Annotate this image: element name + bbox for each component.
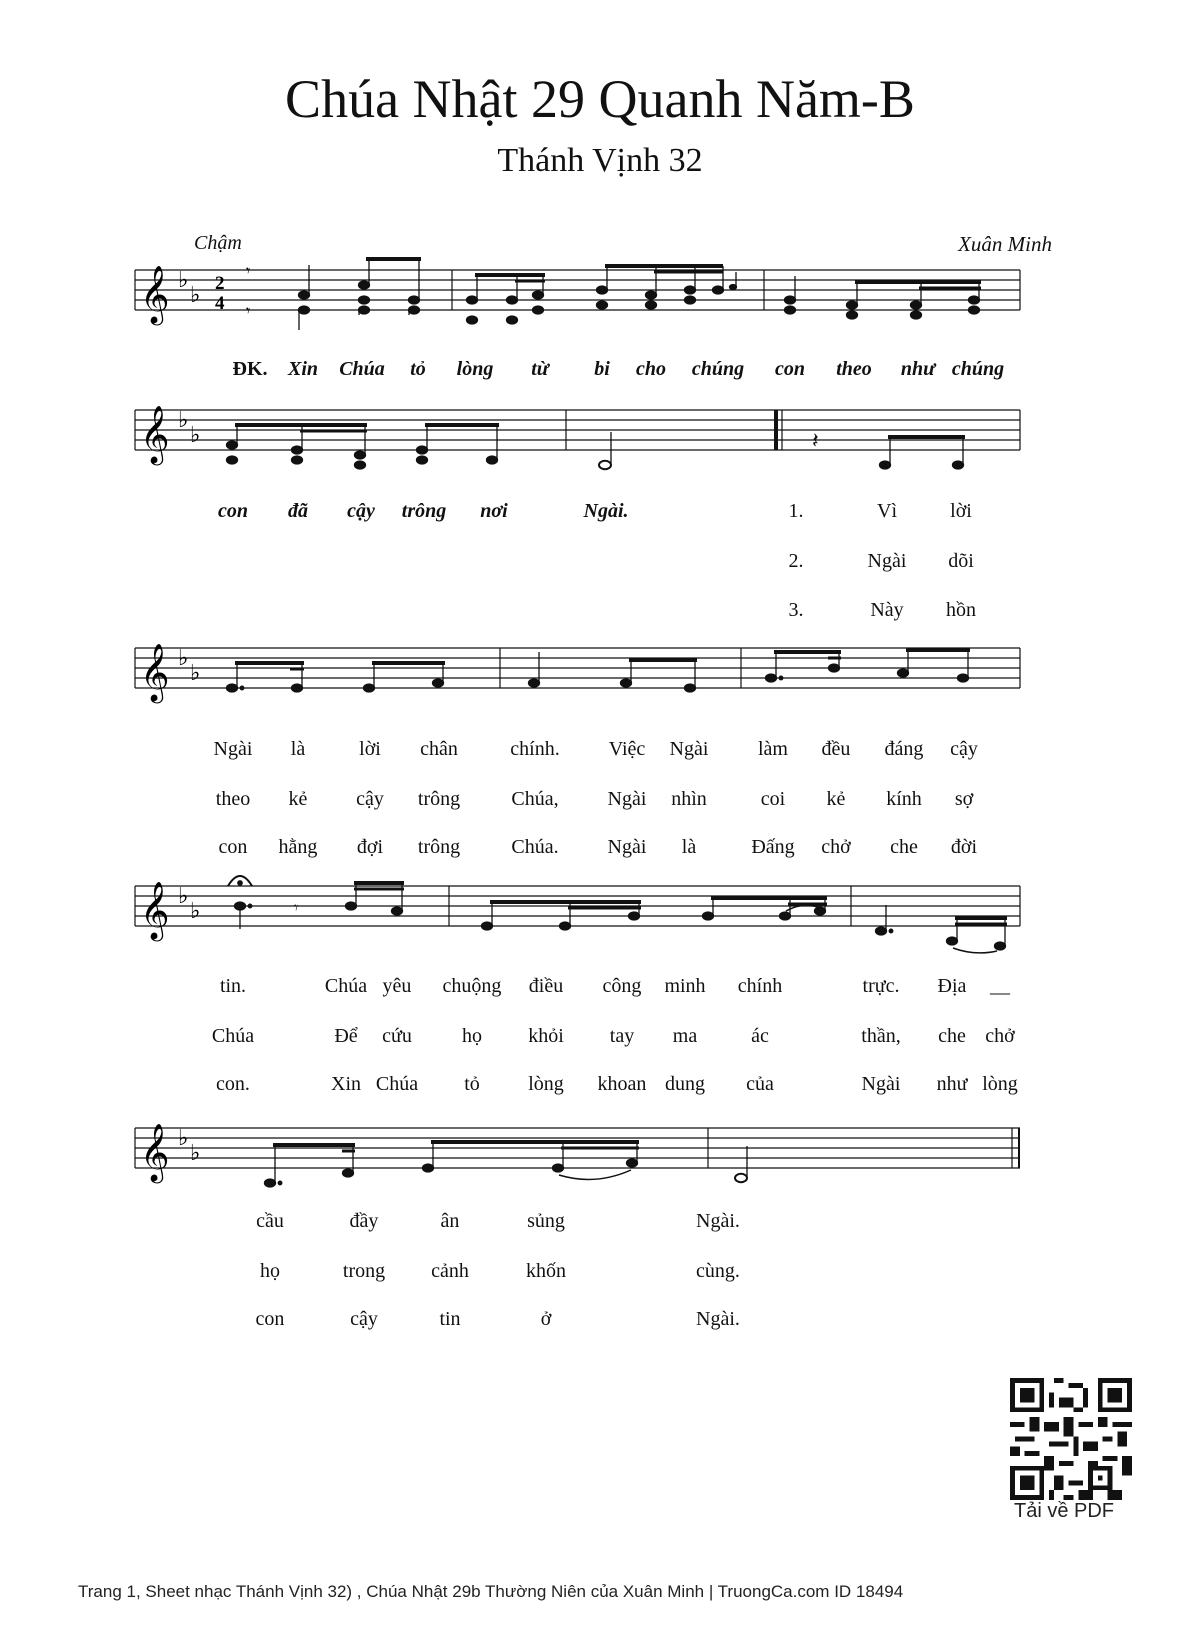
lyric: ác — [751, 1025, 769, 1047]
lyric: con — [255, 1308, 285, 1330]
lyric: trực. — [862, 975, 900, 997]
lyric: khốn — [526, 1260, 566, 1282]
lyric: Xin — [287, 358, 319, 380]
lyric: minh — [664, 975, 706, 997]
staff-system-4 — [0, 868, 1200, 958]
lyric: cậy — [347, 500, 375, 522]
lyric: Ngài — [607, 836, 647, 858]
lyric: hằng — [278, 836, 318, 858]
lyric: nơi — [480, 500, 508, 522]
lyric: nhìn — [671, 788, 707, 810]
flat-icon: ♭ — [190, 283, 201, 308]
lyric: tỏ — [410, 358, 426, 380]
lyric: kẻ — [288, 788, 308, 810]
lyric: hồn — [946, 599, 976, 621]
lyric: Ngài — [607, 788, 647, 810]
page-footer: Trang 1, Sheet nhạc Thánh Vịnh 32) , Chúa Nhật 29b Thường Niên của Xuân Minh | TruongCa.com ID 18494 — [78, 1582, 904, 1601]
lyric: kính — [886, 788, 922, 810]
lyric: Ngài. — [696, 1210, 740, 1232]
lyric: là — [681, 836, 697, 858]
lyric: cứu — [382, 1025, 412, 1047]
verse-number: 1. — [788, 500, 804, 522]
lyric: Ngài — [213, 738, 253, 760]
flat-icon: ♭ — [190, 1141, 201, 1166]
lyric: đều — [821, 738, 851, 760]
lyric: ở — [540, 1308, 552, 1330]
notes — [227, 425, 966, 469]
lyric: trông — [417, 836, 461, 858]
lyric: đời — [950, 836, 978, 858]
lyric: lời — [950, 500, 972, 522]
lyric: tỏ — [464, 1073, 480, 1095]
lyric: khỏi — [528, 1025, 564, 1047]
lyric: Ngài. — [696, 1308, 740, 1330]
staff-system-1 — [0, 255, 1200, 345]
lyric: như — [936, 1073, 968, 1095]
refrain-label: ĐK. — [232, 358, 268, 380]
lyric: lời — [359, 738, 381, 760]
lyric: con — [775, 358, 805, 380]
lyric: cảnh — [431, 1260, 469, 1282]
lyric: thần, — [861, 1025, 901, 1047]
lyric: đợi — [356, 836, 384, 858]
notes — [227, 650, 971, 692]
lyric: coi — [760, 788, 786, 810]
lyric: Ngài — [669, 738, 709, 760]
lyric: dung — [665, 1073, 705, 1095]
lyric: cầu — [256, 1210, 284, 1232]
lyric: Chúa — [324, 975, 368, 997]
lyric: sủng — [527, 1210, 565, 1232]
flat-icon: ♭ — [190, 899, 201, 924]
lyric: lòng — [528, 1073, 564, 1095]
lyric: đáng — [884, 738, 924, 760]
flat-icon: ♭ — [178, 884, 189, 909]
notes — [228, 876, 1007, 953]
lyric: Địa — [937, 975, 967, 997]
flat-icon: ♭ — [178, 646, 189, 671]
lyric: Để — [334, 1025, 358, 1047]
lyric: trông — [417, 788, 461, 810]
lyric: lòng — [982, 1073, 1018, 1095]
lyric: con. — [216, 1073, 250, 1095]
lyric: trong — [342, 1260, 386, 1282]
verse-number: 3. — [788, 599, 804, 621]
verse-number: 2. — [788, 550, 804, 572]
lyric: dõi — [948, 550, 974, 572]
lyric: chân — [420, 738, 458, 760]
lyric: điều — [528, 975, 564, 997]
rest-icon: 𝄾 — [246, 301, 251, 320]
lyric: chúng — [691, 358, 745, 380]
treble-clef-icon: 𝄞 — [140, 405, 170, 463]
lyric: Ngài. — [583, 500, 629, 522]
lyric: trông — [401, 500, 447, 522]
lyric: __ — [990, 975, 1010, 997]
tempo-marking: Chậm — [194, 232, 242, 254]
lyric: cậy — [350, 1308, 378, 1330]
lyric: bi — [594, 358, 610, 380]
lyric: yêu — [382, 975, 412, 997]
lyric: là — [290, 738, 306, 760]
svg-text:𝄽: 𝄽 — [812, 429, 819, 454]
lyric: chính — [737, 975, 783, 997]
lyric: sợ — [954, 788, 974, 810]
lyric: công — [602, 975, 642, 997]
lyric: con — [218, 500, 248, 522]
lyric: Chúa — [375, 1073, 419, 1095]
lyric: họ — [260, 1260, 280, 1282]
treble-clef-icon: 𝄞 — [140, 881, 170, 939]
lyric: Này — [870, 599, 904, 621]
lyric: Vì — [877, 500, 897, 522]
lyric: tin — [439, 1308, 461, 1330]
lyric: Xin — [331, 1073, 361, 1095]
lyric: Chúa — [339, 358, 385, 380]
lyric: khoan — [597, 1073, 647, 1095]
lyric: đã — [288, 500, 308, 522]
lyric: tin. — [219, 975, 247, 997]
notes — [265, 1142, 748, 1187]
lyric: cậy — [950, 738, 978, 760]
flat-icon: ♭ — [178, 268, 189, 293]
qr-code-icon[interactable] — [1010, 1378, 1132, 1500]
svg-text:𝄾: 𝄾 — [294, 898, 299, 917]
treble-clef-icon: 𝄞 — [140, 265, 170, 323]
lyric: Chúa, — [511, 788, 559, 810]
time-signature: 4 — [215, 293, 225, 314]
lyric: ân — [440, 1210, 460, 1232]
lyric: Việc — [608, 738, 646, 760]
lyric: Ngài — [867, 550, 907, 572]
lyric: cho — [636, 358, 666, 380]
lyric: che — [938, 1025, 966, 1047]
composer-name: Xuân Minh — [958, 232, 1052, 256]
time-signature: 2 — [215, 273, 225, 294]
lyric: đầy — [349, 1210, 379, 1232]
rest-icon: 𝄾 — [246, 261, 251, 280]
flat-icon: ♭ — [178, 1126, 189, 1151]
lyric: lòng — [456, 358, 494, 380]
staff-system-2 — [0, 395, 1200, 485]
lyric: theo — [836, 358, 872, 380]
lyric: con — [218, 836, 248, 858]
lyric: Chúa. — [511, 836, 559, 858]
lyric: như — [900, 358, 936, 380]
staff-system-5 — [0, 1112, 1200, 1202]
lyric: cậy — [356, 788, 384, 810]
flat-icon: ♭ — [190, 661, 201, 686]
staff-system-3 — [0, 633, 1200, 723]
treble-clef-icon: 𝄞 — [140, 643, 170, 701]
lyric: họ — [462, 1025, 482, 1047]
lyric: Chúa — [211, 1025, 255, 1047]
flat-icon: ♭ — [190, 423, 201, 448]
lyric: của — [746, 1073, 774, 1095]
lyric: che — [890, 836, 918, 858]
lyric: chở — [821, 836, 851, 858]
download-pdf-link[interactable]: Tải về PDF — [1014, 1500, 1115, 1522]
lyric: Đấng — [751, 836, 795, 858]
lyric: chúng — [951, 358, 1005, 380]
lyric: cùng. — [696, 1260, 740, 1282]
lyric: chuộng — [442, 975, 502, 997]
lyric: chở — [985, 1025, 1015, 1047]
song-title: Chúa Nhật 29 Quanh Năm-B — [285, 69, 915, 129]
lyric: tay — [609, 1025, 635, 1047]
lyric: chính. — [510, 738, 560, 760]
lyric: kẻ — [826, 788, 846, 810]
treble-clef-icon: 𝄞 — [140, 1123, 170, 1181]
lyric: từ — [531, 358, 549, 380]
lyric: Ngài — [861, 1073, 901, 1095]
song-subtitle: Thánh Vịnh 32 — [497, 142, 703, 179]
lyric: làm — [758, 738, 788, 760]
flat-icon: ♭ — [178, 408, 189, 433]
lyric: ma — [672, 1025, 698, 1047]
lyric: theo — [215, 788, 251, 810]
